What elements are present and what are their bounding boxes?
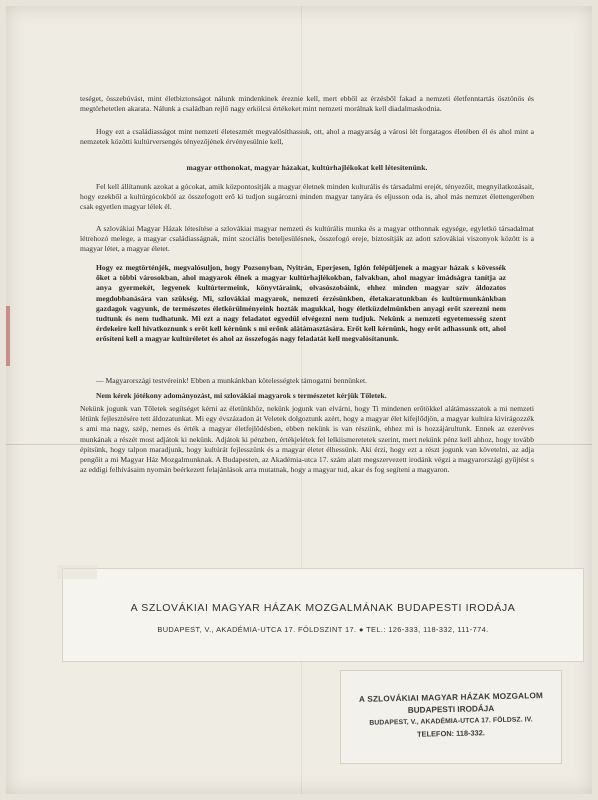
stamp-line-2: BUDAPESTI IRODÁJA — [407, 704, 495, 715]
office-address: BUDAPEST, V., AKADÉMIA-UTCA 17. FÖLDSZINT 17. ● TEL.: 126-333, 118-332, 111-774. — [157, 625, 489, 634]
document-sheet — [6, 6, 592, 794]
paragraph-6: Nem kérek jótékony adományozást, mi szlovákiai magyarok s természetet kérjük Tőletek. — [96, 391, 387, 400]
stamp-line-1: A SZLOVÁKIAI MAGYAR HÁZAK MOZGALOM — [358, 691, 544, 704]
paragraph-4: A szlovákiai Magyar Házak létesítése a szlovákiai magyar nemzeti és kultúrális munka és a magyar otthonnak egysége, egyletkö társadalmat létrehozó melege, a magyar családiasságnak, mint szociális beteljesülésnek, összefogó ereje, biztosítják az adott szlovákiai viszonyok között is a magyar létet, a magyar életet. — [80, 224, 534, 254]
edge-mark — [6, 306, 10, 366]
paragraph-3: Fel kell állítanunk azokat a gócokat, amik központosítják a magyar életnek minden kulturális és társadalmi erejét, tényezőit, megnyilatkozásait, hogy ezekből a kultúrgócokból az összefogott erő ki tudjon sugározni minden magyar tanyára és eljusson oda is, ahol más nemzet élettengerében csak egyetlen magyar lélek él. — [80, 182, 534, 212]
tape — [57, 565, 97, 579]
office-label — [62, 568, 584, 662]
office-name: A SZLOVÁKIAI MAGYAR HÁZAK MOZGALMÁNAK BUDAPESTI IRODÁJA — [130, 602, 516, 614]
paragraph-2: Hogy ezt a családiasságot mint nemzeti életeszmét megvalósíthassuk, ott, ahol a magyarság a városi lét forgatagos életében él és ahol mint a nemzetek közötti kultúrversengés tényezőjének érvényesülnie kell, — [80, 127, 534, 147]
rubber-stamp — [340, 670, 562, 764]
appeal-paragraph: Hogy ez megtörténjék, megvalósuljon, hogy Pozsonyban, Nyitrán, Eperjesen, Iglón felépüljenek a magyar házak s kövessék őket a többi városokban, ahol magyarok élnek a magyar kultúrhajlékokban, falvakban, ahol magyar imádságra tanítja az anya gyermekét, legyenek kultúrtermeink, könyvtáraink, olvasószobáink, ehhez minden magyar szív áldozatos megdobbanására van szükség. Mi, szlovákiai magyarok, nemzeti érzésünkben, életakaratunkban és kultúrmunkánkban gazdagok vagyunk, de természetes életkörülményeink hozták magukkal, hogy életküzdelmünkben anyagi erőt szerezni nem tudtunk és nem tudhatunk. Mi ezt a nagy feladatot egyedül elvégezni nem tudjuk. Nekünk a nemzeti egyetemesség szent érdekeire kell hivatkoznunk s erőt kell kérnünk s mi erőnk alátámasztására. Erőt kell kérnünk, hogy erőt adhassunk ott, ahol erősíteni kell a magyar kultúréletet és ahol az összefogás nagy feladatát kell megvalósítanunk. — [96, 263, 506, 344]
paragraph-1: teséget, összebúvást, mint életbiztonságot nálunk mindenkinek éreznie kell, mert ebből az érzésből fakad a nemzeti életfenntartás ösztönös és megtörhetetlen akarata. Nálunk a családban rejlő nagy erkölcsi értékeket mint nemzeti morálnak kell diadalmaskodnia. — [80, 94, 534, 114]
stamp-line-4: TELEFON: 118-332. — [417, 728, 485, 739]
paragraph-7: Nekünk jogunk van Tőletek segítséget kérni az életünkhöz, nekünk jogunk van elvárni, hogy Ti mindenen erőtökkel alátámasszatok a mi nemzeti létünk fejlesztésére tett áldozatunkat. Mi egy évszázadon át Veletek dolgoztunk azért, hogy a magyar élet kifejlődjön, a magyar kultúra kivirágozzék s ami ma nagy, szép, nemes és érték a magyar életfejlődésben, ebben nekünk is van részünk, ehhez mi is hozzájárultunk. Ennek az ezeréves munkának a részét most adjátok ki nekünk. Adjátok ki pénzben, értékjelétek fel lelkiismeretetek szerint, mert nekünk pénz kell ahhoz, hogy tovább építsünk, hogy talpon maradjunk, hogy kultúrát fejlesszünk és a magyar életet élhessünk. Aki érzi, hogy ezt a részt jogunk van követelni, az adja pengőit a mi Magyar Ház Mozgalmunknak. A Budapesten, az Akadémia-utca 17. szám alatt megszervezett irodánk végzi a magyarországi gyűjtést s az eddigi felhívásaim nyomán beérkezett felajánlások arra mutatnak, hogy a magyar tud, akar és fog segíteni a magyaron. — [80, 404, 534, 475]
paragraph-5: — Magyarországi testvéreink! Ebben a munkánkban kötelességtek támogatni bennünket. — [96, 376, 367, 385]
paragraph-headline: magyar otthonokat, magyar házakat, kultúrhajlékokat kell létesítenünk. — [186, 163, 428, 172]
stamp-line-3: BUDAPEST, V., AKADÉMIA-UTCA 17. FÖLDSZ. IV. — [369, 716, 533, 727]
